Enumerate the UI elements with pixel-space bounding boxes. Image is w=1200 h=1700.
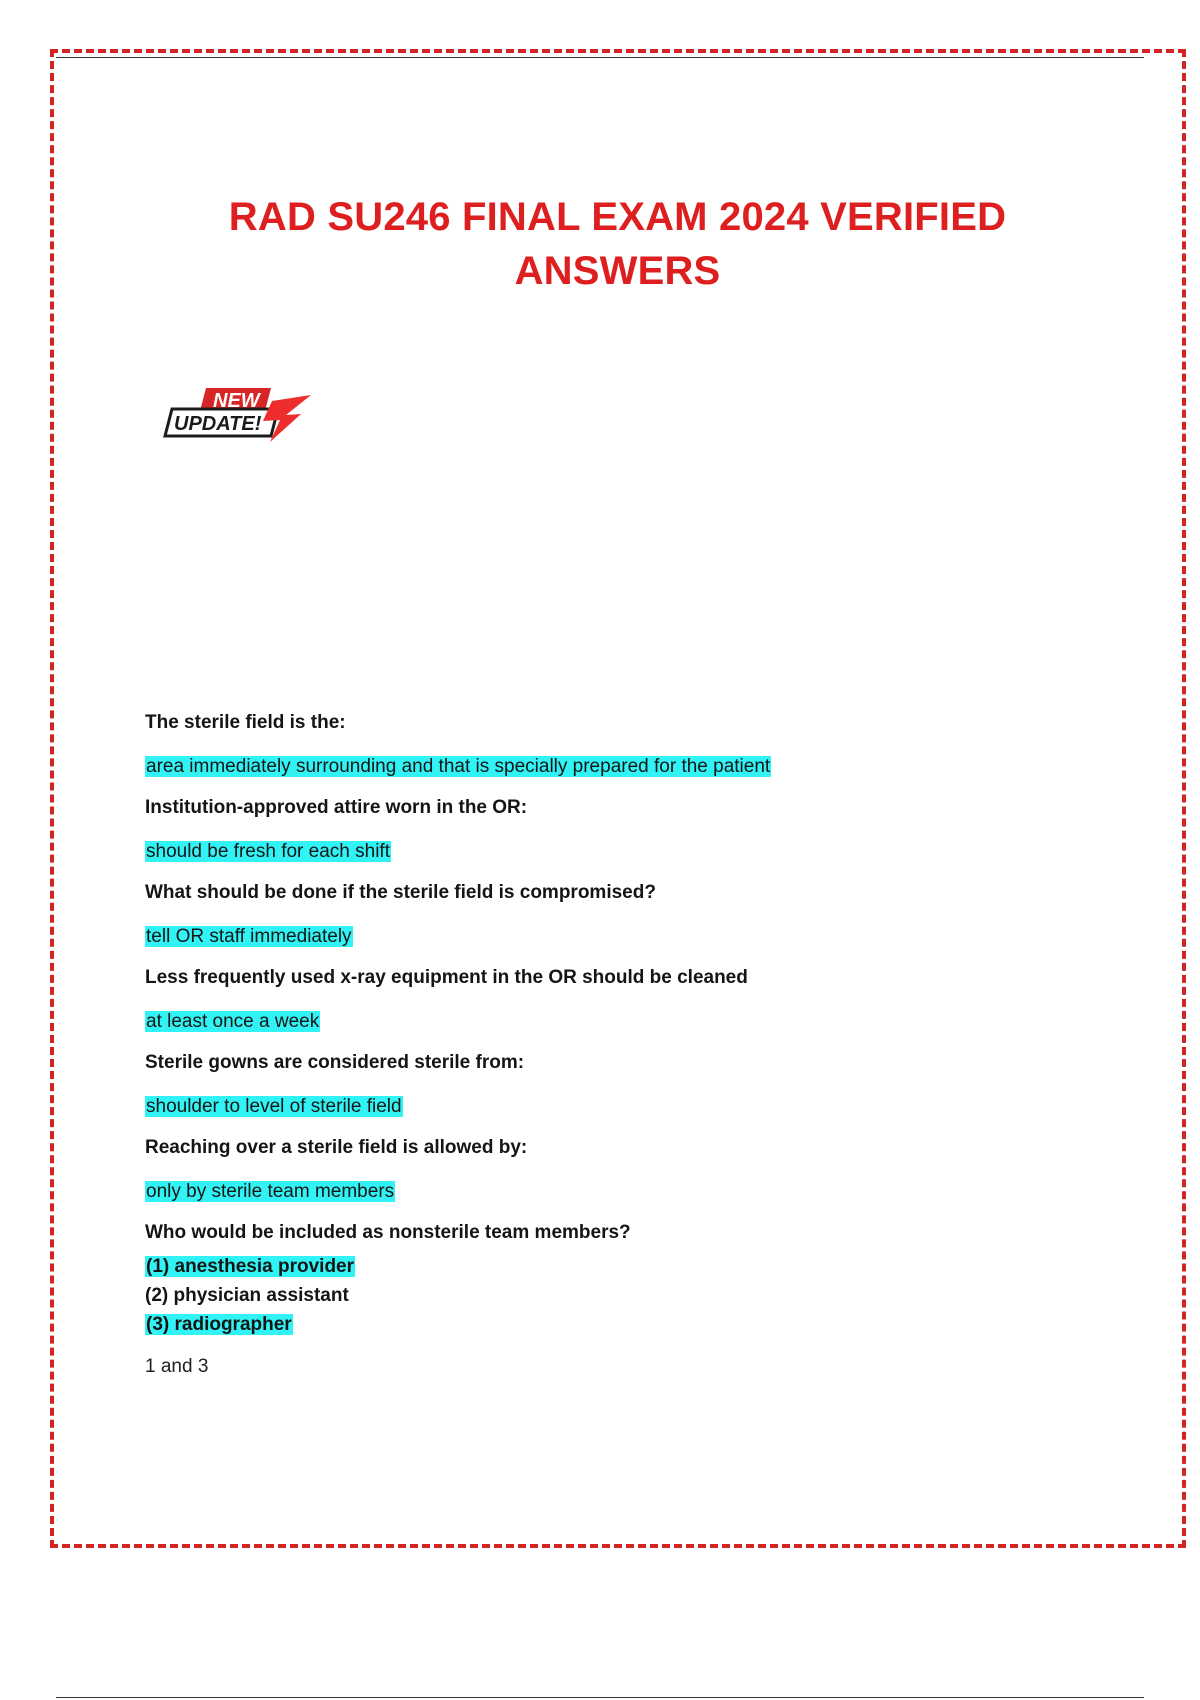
highlighted-answer: should be fresh for each shift: [146, 841, 390, 862]
qa-item-6: [145, 1136, 1045, 1204]
badge-new-text: NEW: [213, 390, 260, 412]
answer-text: [145, 840, 1045, 864]
answer-text: 1 and 3: [145, 1356, 209, 1377]
highlighted-option: (1) anesthesia provider: [146, 1256, 355, 1277]
question-text: Sterile gowns are considered sterile from:: [145, 1052, 525, 1073]
document-title: RAD SU246 FINAL EXAM 2024 VERIFIED ANSWERS: [228, 195, 1007, 293]
top-rule: [56, 57, 1144, 58]
new-update-badge: [163, 386, 323, 456]
question-text: What should be done if the sterile field is compromised?: [145, 882, 656, 903]
highlighted-answer: only by sterile team members: [146, 1181, 395, 1202]
question-text: Less frequently used x-ray equipment in the OR should be cleaned: [145, 967, 748, 988]
badge-update-text: UPDATE!: [174, 413, 262, 435]
question-text: Who would be included as nonsterile team members?: [145, 1222, 631, 1243]
answer-text: [145, 1180, 1045, 1204]
qa-item-4: [145, 966, 1045, 1034]
answer-text: [145, 1095, 1045, 1119]
option-1: [145, 1252, 1045, 1281]
qa-item-7: [145, 1221, 1045, 1379]
highlighted-answer: area immediately surrounding and that is specially prepared for the patient: [146, 756, 771, 777]
highlighted-option: (3) radiographer: [146, 1314, 292, 1335]
new-update-badge-graphic: [163, 386, 323, 456]
answer-text: [145, 925, 1045, 949]
answer-options: [145, 1252, 1045, 1339]
answer-text: [145, 1010, 1045, 1034]
option-2: (2) physician assistant: [145, 1285, 349, 1306]
question-text: The sterile field is the:: [145, 712, 346, 733]
question-text: Reaching over a sterile field is allowed by:: [145, 1137, 528, 1158]
highlighted-answer: shoulder to level of sterile field: [146, 1096, 402, 1117]
question-answer-list: [145, 711, 1045, 1379]
question-text: Institution-approved attire worn in the OR:: [145, 797, 528, 818]
qa-item-5: [145, 1051, 1045, 1119]
qa-item-2: [145, 796, 1045, 864]
qa-item-3: [145, 881, 1045, 949]
highlighted-answer: tell OR staff immediately: [146, 926, 352, 947]
qa-item-1: [145, 711, 1045, 779]
highlighted-answer: at least once a week: [146, 1011, 320, 1032]
bottom-rule: [56, 1697, 1144, 1698]
answer-text: [145, 755, 1045, 779]
option-3: [145, 1310, 1045, 1339]
